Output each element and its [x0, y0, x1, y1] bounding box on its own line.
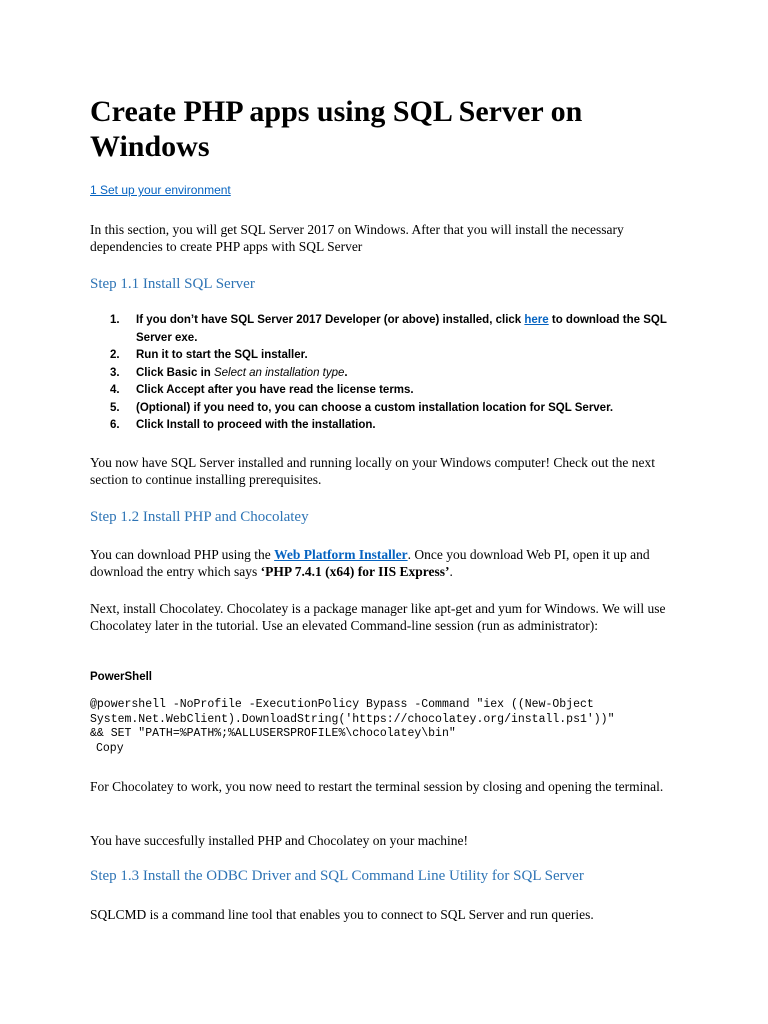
list-item: 6. Click Install to proceed with the installation.	[110, 419, 376, 431]
php-download-paragraph: You can download PHP using the Web Platform Installer. Once you download Web PI, open it up and download the entry which says ‘PHP 7.4.1 (x64) for IIS Express’.	[90, 547, 650, 579]
here-link[interactable]: here	[524, 314, 549, 326]
list-item: 3. Click Basic in Select an installation type.	[110, 366, 348, 379]
list-item: 2. Run it to start the SQL installer.	[110, 349, 308, 361]
code-language-label: PowerShell	[90, 671, 152, 683]
intro-paragraph: In this section, you will get SQL Server 2017 on Windows. After that you will install the necessary dependencies to create PHP apps with SQL Server	[90, 222, 624, 254]
step-1-1-heading: Step 1.1 Install SQL Server	[90, 276, 255, 292]
list-item: 4. Click Accept after you have read the license terms.	[110, 384, 414, 396]
step-1-2-heading: Step 1.2 Install PHP and Chocolatey	[90, 509, 309, 525]
copy-button[interactable]: Copy	[96, 742, 124, 755]
step-1-3-heading: Step 1.3 Install the ODBC Driver and SQL Command Line Utility for SQL Server	[90, 868, 584, 884]
page-title: Create PHP apps using SQL Server on Windows	[90, 95, 583, 163]
restart-terminal-paragraph: For Chocolatey to work, you now need to restart the terminal session by closing and opening the terminal.	[90, 779, 664, 794]
install-steps-list	[110, 312, 670, 435]
sqlcmd-paragraph: SQLCMD is a command line tool that enables you to connect to SQL Server and run queries.	[90, 907, 594, 922]
section-link[interactable]: 1 Set up your environment	[90, 183, 231, 197]
powershell-code-block: @powershell -NoProfile -ExecutionPolicy Bypass -Command "iex ((New-Object System.Net.WebClient).DownloadString('https://chocolatey.org/install.ps1'))" && SET "PATH=%PATH%;%ALLUSERSPROFILE%\chocolatey\bin"	[90, 698, 615, 740]
list-item: 5. (Optional) if you need to, you can choose a custom installation location for SQL Server.	[110, 401, 614, 414]
chocolatey-paragraph: Next, install Chocolatey. Chocolatey is a package manager like apt-get and yum for Windows. We will use Chocolatey later in the tutorial. Use an elevated Command-line session (run as administrator):	[90, 601, 666, 633]
web-platform-installer-link[interactable]: Web Platform Installer	[274, 547, 408, 562]
install-complete-paragraph: You now have SQL Server installed and running locally on your Windows computer! Check out the next section to continue installing prerequisites.	[90, 455, 655, 487]
installed-confirmation-paragraph: You have succesfully installed PHP and Chocolatey on your machine!	[90, 833, 468, 848]
list-item: 1. If you don’t have SQL Server 2017 Developer (or above) installed, click here to download the SQL Server exe.	[110, 314, 667, 344]
